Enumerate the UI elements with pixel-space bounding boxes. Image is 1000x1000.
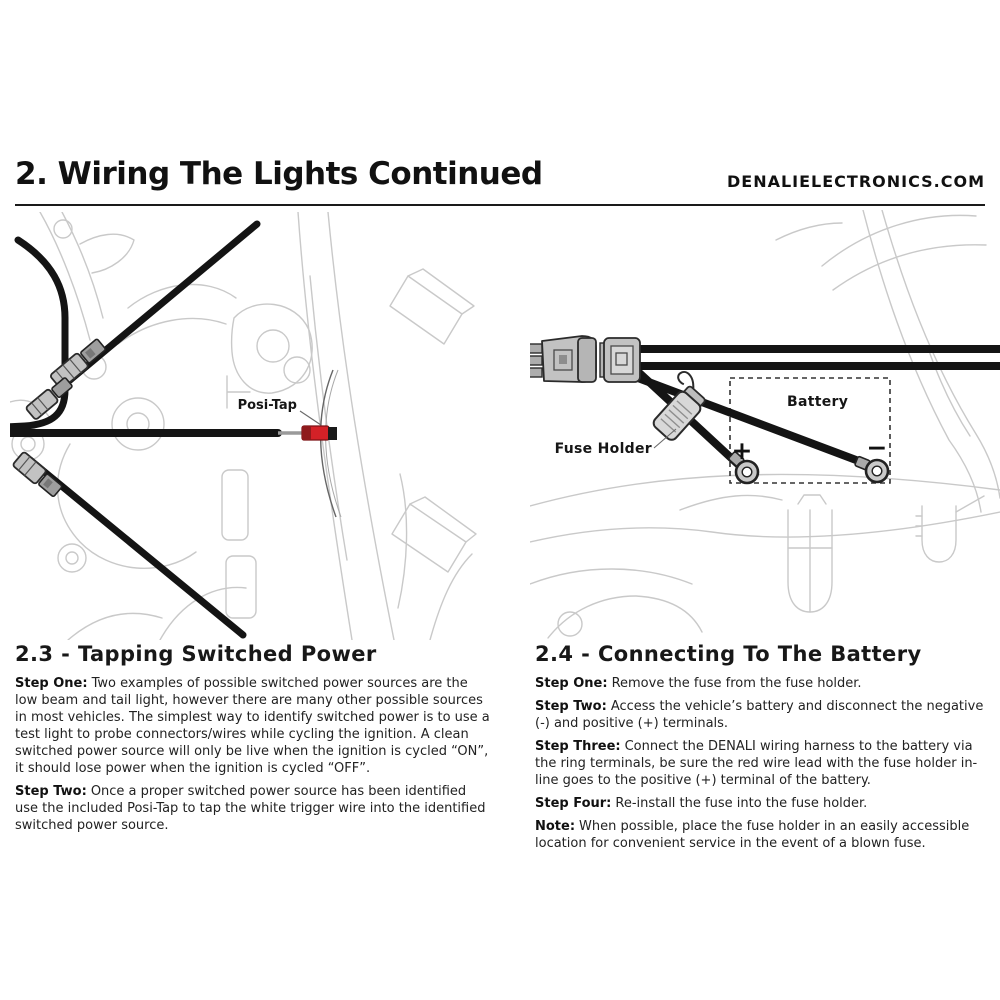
step-text: Access the vehicle’s battery and disconnect the negative (-) and positive (+) terminals.: [535, 699, 984, 731]
step-label: Step Two:: [15, 784, 87, 799]
step-label: Step One:: [15, 676, 88, 691]
step-label: Step Two:: [535, 699, 607, 714]
website-text: DENALIELECTRONICS.COM: [726, 172, 985, 191]
step-text: Re-install the fuse into the fuse holder.: [615, 796, 868, 811]
step-paragraph: [535, 698, 987, 732]
step-text: Once a proper switched power source has been identified use the included Posi-Tap to tap the white trigger wire into the identified switched power source.: [15, 784, 486, 833]
switched-power-diagram: [10, 212, 490, 640]
step-text: When possible, place the fuse holder in an easily accessible location for convenient service in the event of a blown fuse.: [535, 819, 970, 851]
step-paragraph: [535, 738, 987, 789]
positive-symbol: +: [731, 436, 753, 465]
wire-connector-pair-upper: [50, 337, 108, 389]
cable-guide-line: [321, 370, 341, 517]
harness-wire-top: [633, 345, 1000, 353]
section-connecting-to-battery: [535, 642, 987, 858]
step-paragraph: [15, 783, 493, 834]
battery-label: Battery: [787, 394, 849, 410]
section-heading: 2.3 - Tapping Switched Power: [15, 642, 377, 666]
step-label: Step Three:: [535, 739, 621, 754]
step-paragraph: [535, 818, 987, 852]
step-label: Step Four:: [535, 796, 612, 811]
posi-tap-pointer-line: [300, 411, 321, 425]
step-label: Note:: [535, 819, 576, 834]
harness-connector-male: [530, 336, 596, 382]
step-paragraph: [535, 675, 987, 692]
harness-wire-bottom: [637, 362, 1000, 370]
step-text: Remove the fuse from the fuse holder.: [611, 676, 862, 691]
page-title: 2. Wiring The Lights Continued: [15, 156, 543, 192]
header-divider: [15, 204, 985, 206]
step-paragraph: [15, 675, 493, 777]
step-paragraph: [535, 795, 987, 812]
wire-connector-pair-lower: [12, 451, 63, 498]
negative-symbol: −: [866, 433, 888, 462]
battery-connection-diagram: [530, 210, 1000, 640]
fuse-holder-label: Fuse Holder: [554, 441, 652, 457]
step-text: Two examples of possible switched power sources are the low beam and tail light, however there are many other possible sources in most vehicles. The simplest way to identify switched power is to use a test light to probe connectors/wires while cycling the ignition. A clean switched power source will only be live when the ignition is cycled “ON”, it should lose power when the ignition is cycled “OFF”.: [15, 676, 490, 776]
motorcycle-frame-art: [10, 212, 476, 640]
section-tapping-switched-power: [15, 642, 493, 840]
harness-wires: [10, 224, 278, 635]
step-text: Connect the DENALI wiring harness to the battery via the ring terminals, be sure the red wire lead with the fuse holder in-line goes to the positive (+) terminal of the battery.: [535, 739, 978, 788]
step-label: Step One:: [535, 676, 608, 691]
section-heading: 2.4 - Connecting To The Battery: [535, 642, 922, 666]
posi-tap-label: Posi-Tap: [237, 398, 297, 413]
harness-connector-female: [600, 338, 640, 382]
posi-tap-connector: [278, 426, 337, 440]
